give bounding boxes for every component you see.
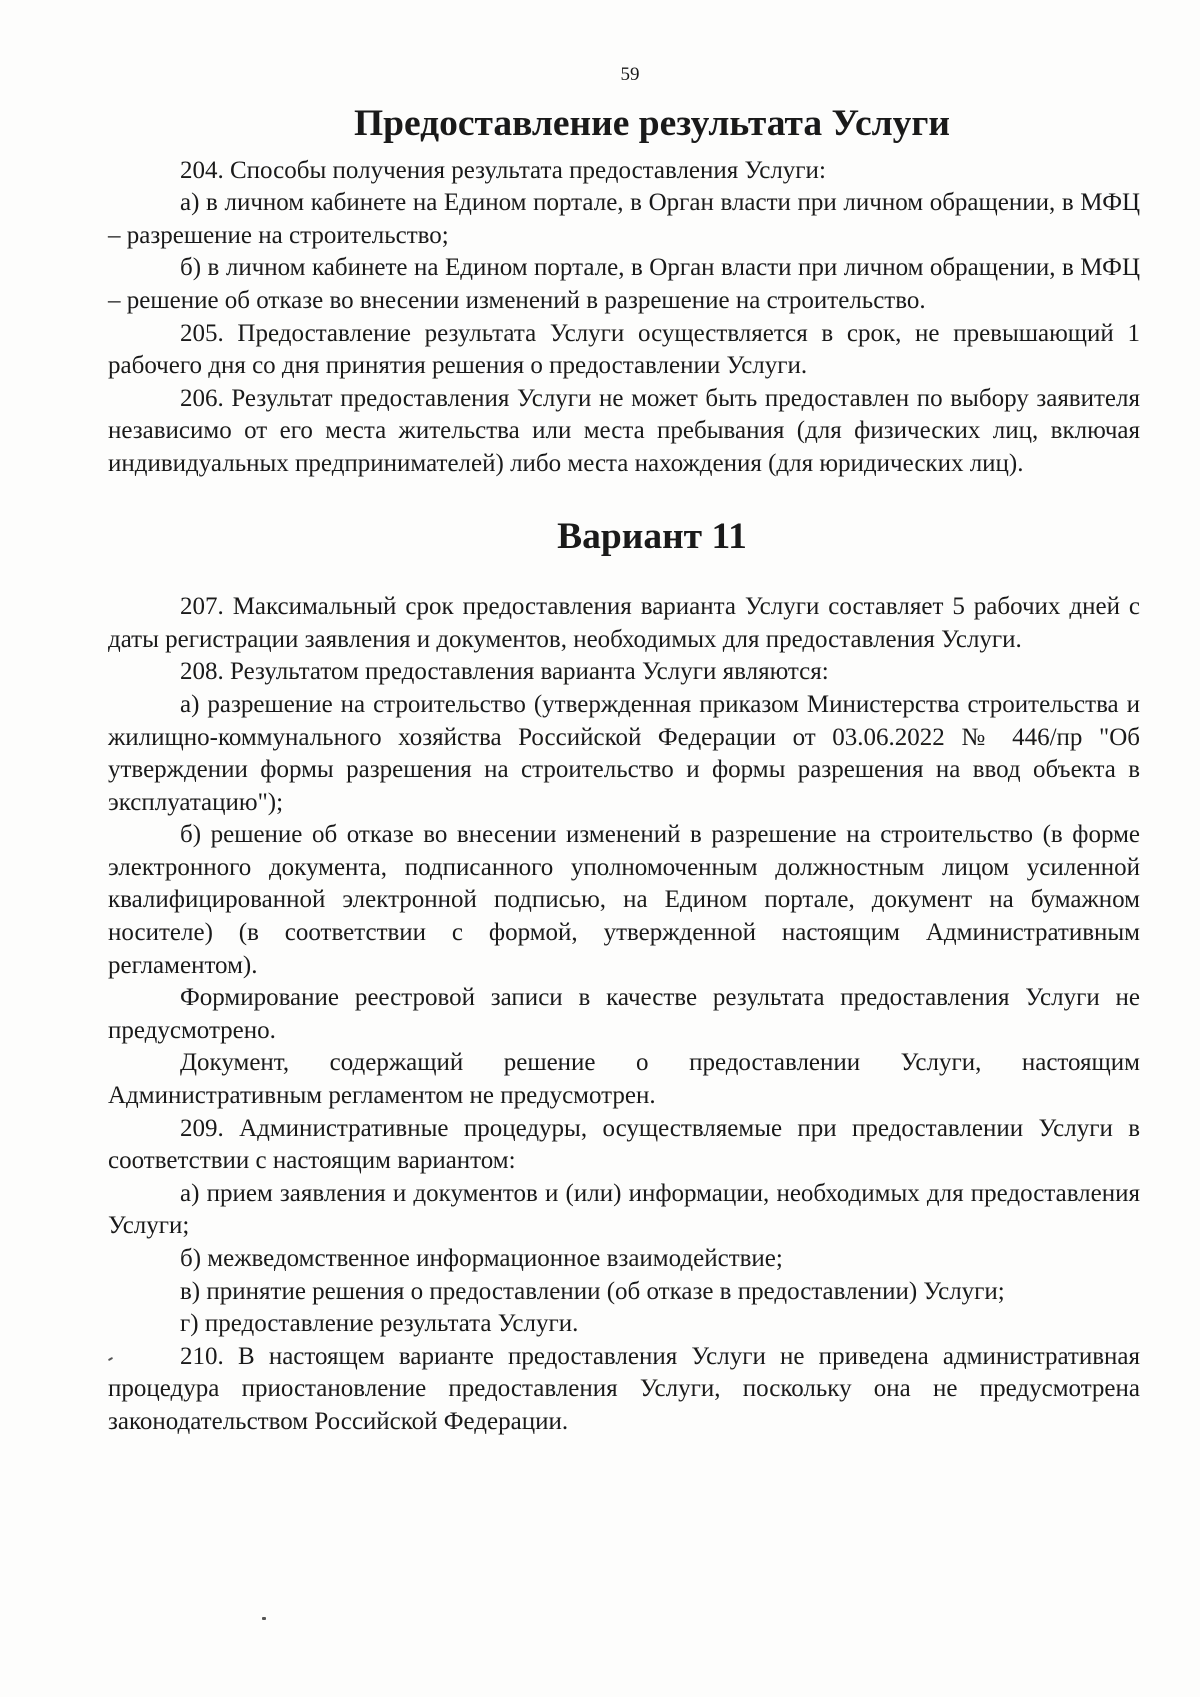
paragraph-206: 206. Результат предоставления Услуги не может быть предоставлен по выбору заявителя независимо от его места жительства или места пребывания (для физических лиц, включая индивидуальных предпринимателей) либо места нахождения (для юридических лиц). [108,384,1140,477]
paragraph-209-v: в) принятие решения о предоставлении (об отказе в предоставлении) Услуги; [180,1277,1005,1305]
paragraph-204-b: б) в личном кабинете на Едином портале, в Орган власти при личном обращении, в МФЦ – решение об отказе во внесении изменений в разрешение на строительство. [108,254,1140,314]
document-body [108,103,1140,1439]
section-heading-variant-11: Вариант 11 [557,515,747,557]
scan-speck [262,1617,266,1620]
paragraph-209-g: г) предоставление результата Услуги. [180,1310,579,1338]
paragraph-205: 205. Предоставление результата Услуги осуществляется в срок, не превышающий 1 рабочего дня со дня принятия решения о предоставлении Услуги. [108,319,1140,380]
paragraph-209-a: а) прием заявления и документов и (или) информации, необходимых для предоставления Услуги; [108,1179,1140,1240]
paragraph-209: 209. Административные процедуры, осуществляемые при предоставлении Услуги в соответствии с настоящим вариантом: [108,1114,1140,1175]
paragraph-registry-record: Формирование реестровой записи в качестве результата предоставления Услуги не предусмотрено. [108,984,1140,1044]
paragraph-209-b: б) межведомственное информационное взаимодействие; [180,1245,783,1272]
paragraph-208: 208. Результатом предоставления варианта Услуги являются: [180,658,829,686]
page-number: 59 [620,64,640,85]
paragraph-204-a: а) в личном кабинете на Едином портале, в Орган власти при личном обращении, в МФЦ – разрешение на строительство; [108,189,1140,249]
paragraph-208-a: а) разрешение на строительство (утвержденная приказом Министерства строительства и жилищно-коммунального хозяйства Российской Федерации от 03.06.2022 № 446/пр "Об утверждении формы разрешения на строительство и формы разрешения на ввод объекта в эксплуатацию"); [108,690,1140,816]
paragraph-204: 204. Способы получения результата предоставления Услуги: [180,156,826,184]
paragraph-208-b: б) решение об отказе во внесении изменений в разрешение на строительство (в форме электронного документа, подписанного уполномоченным должностным лицом усиленной квалифицированной электронной подписью, на Едином портале, документ на бумажном носителе) (в соответствии с формой, утвержденной настоящим Административным регламентом). [108,821,1140,979]
paragraph-207: 207. Максимальный срок предоставления варианта Услуги составляет 5 рабочих дней с даты регистрации заявления и документов, необходимых для предоставления Услуги. [108,593,1140,653]
paragraph-210: 210. В настоящем варианте предоставления Услуги не приведена административная процедура приостановление предоставления Услуги, поскольку она не предусмотрена законодательством Российской Федерации. [108,1342,1140,1435]
paragraph-decision-document: Документ, содержащий решение о предоставлении Услуги, настоящим Административным регламентом не предусмотрен. [108,1049,1140,1110]
section-heading-result: Предоставление результата Услуги [353,103,951,144]
